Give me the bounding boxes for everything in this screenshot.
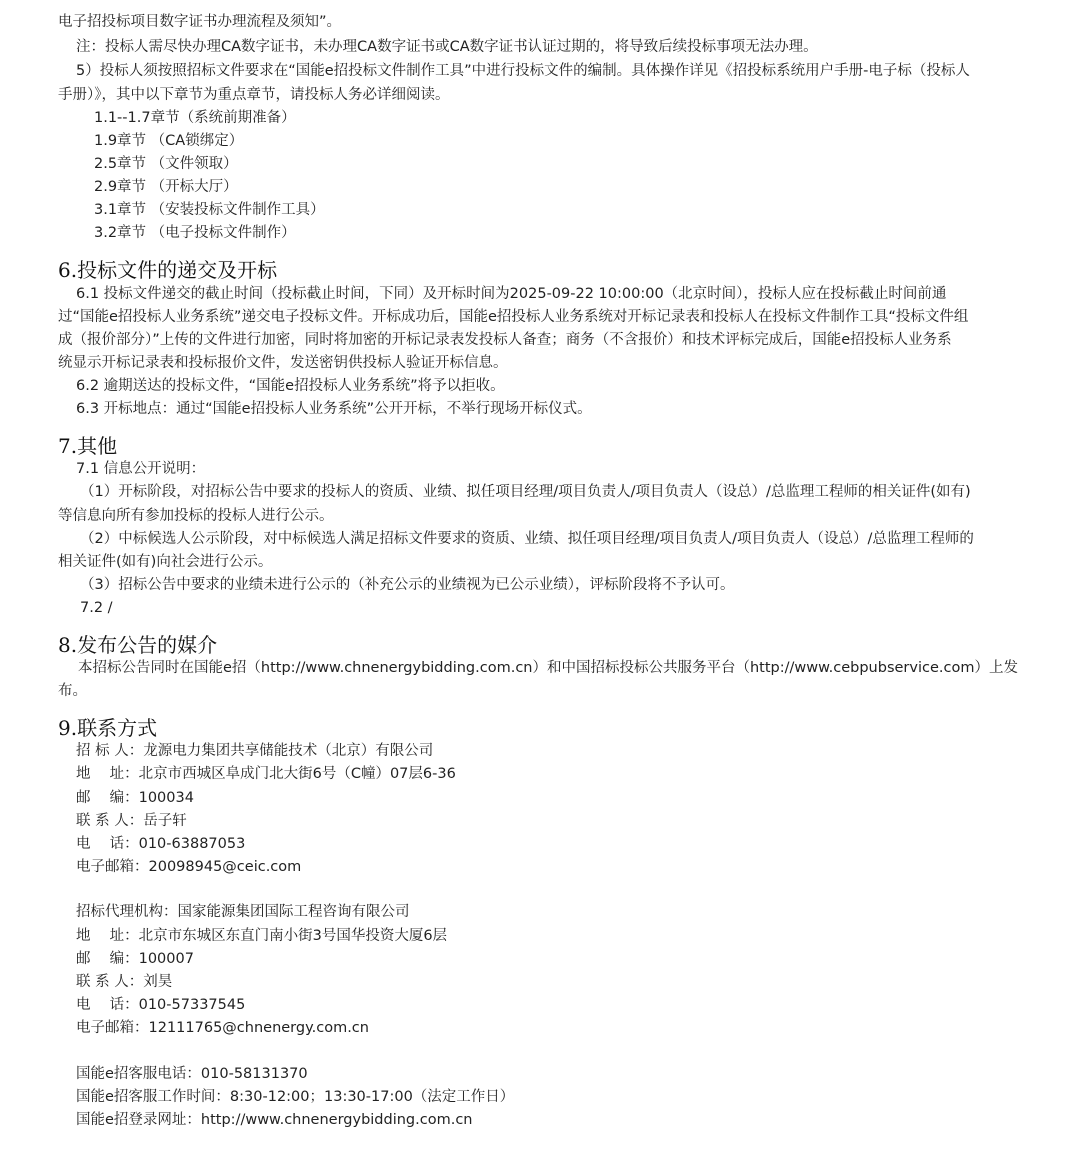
section-6-3: 6.3 开标地点：通过“国能e招投标人业务系统”公开开标，不举行现场开标仪式。 (76, 401, 592, 417)
section-6-1-line: 统显示开标记录表和投标报价文件，发送密钥供投标人验证开标信息。 (58, 355, 508, 371)
agency-phone: 电 话：010-57337545 (76, 997, 246, 1013)
info-disclosure-item-2-cont: 相关证件(如有)向社会进行公示。 (58, 554, 273, 570)
chapter-item: 1.9章节 （CA锁绑定） (94, 133, 244, 149)
tenderer-email: 电子邮箱：20098945@ceic.com (76, 859, 302, 875)
section-7-1: 7.1 信息公开说明： (76, 461, 206, 477)
section-6-heading: 6.投标文件的递交及开标 (58, 258, 278, 282)
section-7-heading: 7.其他 (58, 434, 118, 458)
intro-line: 电子招投标项目数字证书办理流程及须知”。 (58, 14, 342, 30)
publication-media-line-cont: 布。 (58, 683, 87, 699)
agency-email: 电子邮箱：12111765@chnenergy.com.cn (76, 1020, 369, 1036)
section-9-heading: 9.联系方式 (58, 716, 158, 740)
section-6-1-line: 过“国能e招投标人业务系统”递交电子投标文件。开标成功后，国能e招投标人业务系统对开标记录表和投标人在投标文件制作工具“投标文件组 (58, 309, 969, 325)
item-5-line-1: 5）投标人须按照招标文件要求在“国能e招投标文件制作工具”中进行投标文件的编制。具体操作详见《招投标系统用户手册-电子标（投标人 (76, 63, 970, 79)
section-6-2: 6.2 逾期送达的投标文件，“国能e招投标人业务系统”将予以拒收。 (76, 378, 505, 394)
tenderer-name: 招 标 人：龙源电力集团共享储能技术（北京）有限公司 (76, 743, 434, 759)
chapter-item: 1.1--1.7章节（系统前期准备） (94, 110, 296, 126)
tenderer-phone: 电 话：010-63887053 (76, 836, 246, 852)
agency-address: 地 址：北京市东城区东直门南小街3号国华投资大厦6层 (76, 928, 448, 944)
chapter-item: 3.2章节 （电子投标文件制作） (94, 225, 296, 241)
section-7-2: 7.2 / (80, 600, 113, 616)
tenderer-postcode: 邮 编：100034 (76, 790, 194, 806)
agency-contact: 联 系 人：刘昊 (76, 974, 173, 990)
info-disclosure-item-1: （1）开标阶段，对招标公告中要求的投标人的资质、业绩、拟任项目经理/项目负责人/项目负责人（设总）/总监理工程师的相关证件(如有) (80, 484, 971, 500)
tenderer-contact: 联 系 人：岳子轩 (76, 813, 187, 829)
chapter-item: 3.1章节 （安装投标文件制作工具） (94, 202, 325, 218)
tenderer-address: 地 址：北京市西城区阜成门北大街6号（C幢）07层6-36 (76, 766, 456, 782)
ca-certificate-note: 注：投标人需尽快办理CA数字证书，未办理CA数字证书或CA数字证书认证过期的，将导致后续投标事项无法办理。 (76, 39, 818, 55)
section-6-1-line: 6.1 投标文件递交的截止时间（投标截止时间，下同）及开标时间为2025-09-22 10:00:00（北京时间），投标人应在投标截止时间前通 (76, 286, 947, 302)
info-disclosure-item-2: （2）中标候选人公示阶段，对中标候选人满足招标文件要求的资质、业绩、拟任项目经理/项目负责人/项目负责人（设总）/总监理工程师的 (80, 531, 974, 547)
info-disclosure-item-3: （3）招标公告中要求的业绩未进行公示的（补充公示的业绩视为已公示业绩），评标阶段将不予认可。 (80, 577, 735, 593)
publication-media-line: 本招标公告同时在国能e招（http://www.chnenergybidding.com.cn）和中国招标投标公共服务平台（http://www.cebpubservice.com）上发 (78, 660, 1018, 676)
section-8-heading: 8.发布公告的媒介 (58, 633, 218, 657)
info-disclosure-item-1-cont: 等信息向所有参加投标的投标人进行公示。 (58, 508, 334, 524)
agency-name: 招标代理机构：国家能源集团国际工程咨询有限公司 (76, 904, 410, 920)
chapter-item: 2.9章节 （开标大厅） (94, 179, 238, 195)
agency-postcode: 邮 编：100007 (76, 951, 194, 967)
section-6-1-line: 成（报价部分）”上传的文件进行加密，同时将加密的开标记录表发投标人备查；商务（不含报价）和技术评标完成后，国能e招投标人业务系 (58, 332, 952, 348)
service-hours: 国能e招客服工作时间：8:30-12:00；13:30-17:00（法定工作日） (76, 1089, 515, 1105)
login-url: 国能e招登录网址：http://www.chnenergybidding.com.cn (76, 1112, 473, 1128)
chapter-item: 2.5章节 （文件领取） (94, 156, 238, 172)
service-phone: 国能e招客服电话：010-58131370 (76, 1066, 308, 1082)
item-5-line-2: 手册）》，其中以下章节为重点章节，请投标人务必详细阅读。 (58, 87, 450, 103)
